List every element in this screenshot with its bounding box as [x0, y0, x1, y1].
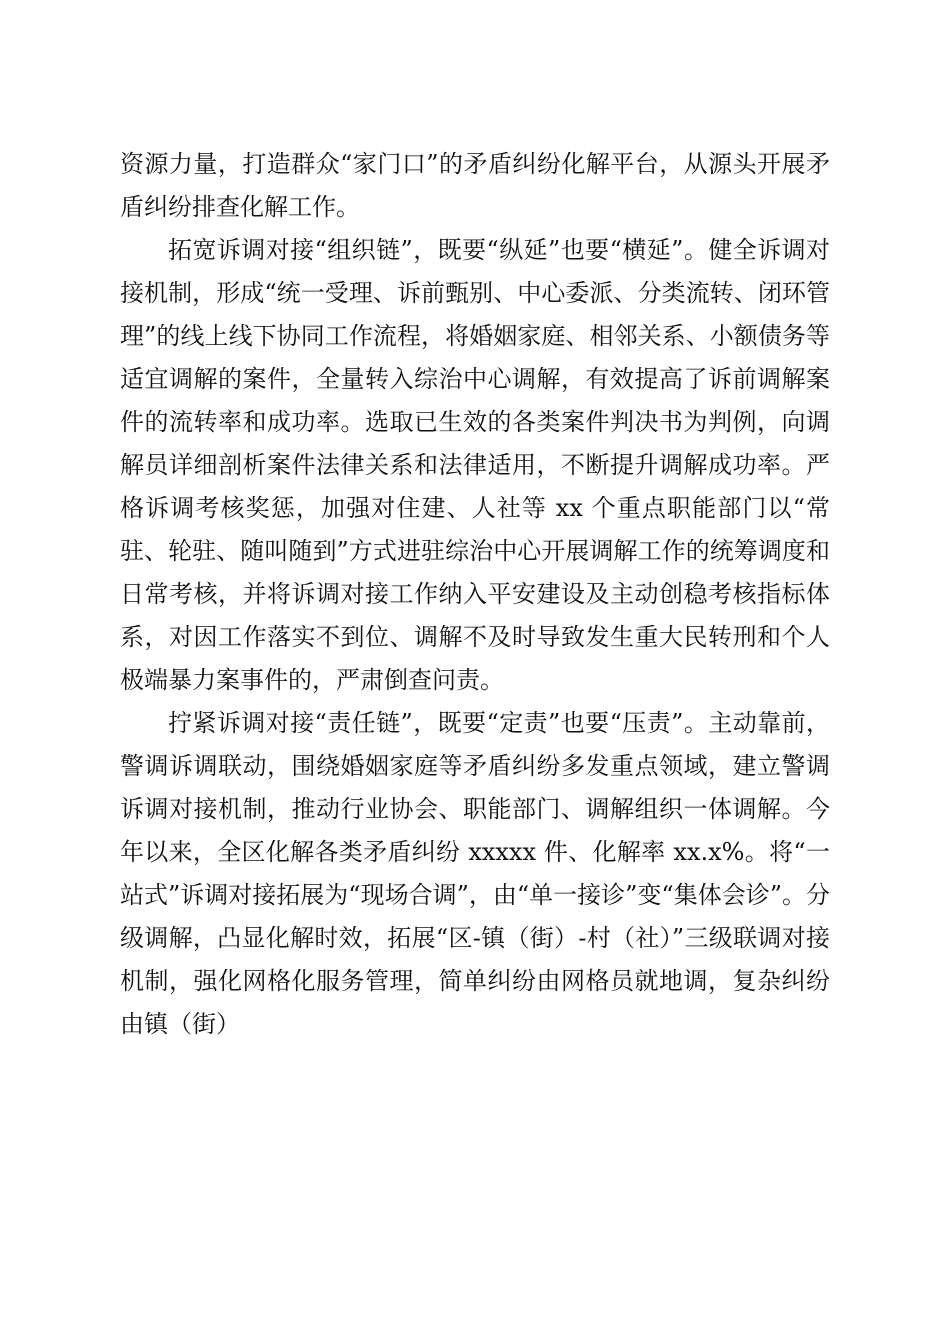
body-text [120, 143, 830, 1046]
paragraph-responsibility-chain: 拧紧诉调对接“责任链”，既要“定责”也要“压责”。主动靠前，警调诉调联动，围绕婚姻家庭等矛盾纠纷多发重点领域，建立警调诉调对接机制，推动行业协会、职能部门、调解组织一体调解。今年以来，全区化解各类矛盾纠纷 xxxxx 件、化解率 xx.x%。将“一站式”诉调对接拓展为“现场合调”，由“单一接诊”变“集体会诊”。分级调解，凸显化解时效，拓展“区-镇（街）-村（社）”三级联调对接机制，强化网格化服务管理，简单纠纷由网格员就地调，复杂纠纷由镇（街） [120, 709, 830, 1038]
paragraph-organization-chain: 拓宽诉调对接“组织链”，既要“纵延”也要“横延”。健全诉调对接机制，形成“统一受理、诉前甄别、中心委派、分类流转、闭环管理”的线上线下协同工作流程，将婚姻家庭、相邻关系、小额债务等适宜调解的案件，全量转入综治中心调解，有效提高了诉前调解案件的流转率和成功率。选取已生效的各类案件判决书为判例，向调解员详细剖析案件法律关系和法律适用，不断提升调解成功率。严格诉调考核奖惩，加强对住建、人社等 xx 个重点职能部门以“常驻、轮驻、随叫随到”方式进驻综治中心开展调解工作的统筹调度和日常考核，并将诉调对接工作纳入平安建设及主动创稳考核指标体系，对因工作落实不到位、调解不及时导致发生重大民转刑和个人极端暴力案事件的，严肃倒查问责。 [120, 236, 830, 694]
paragraph-continuation: 资源力量，打造群众“家门口”的矛盾纠纷化解平台，从源头开展矛盾纠纷排查化解工作。 [120, 150, 830, 221]
